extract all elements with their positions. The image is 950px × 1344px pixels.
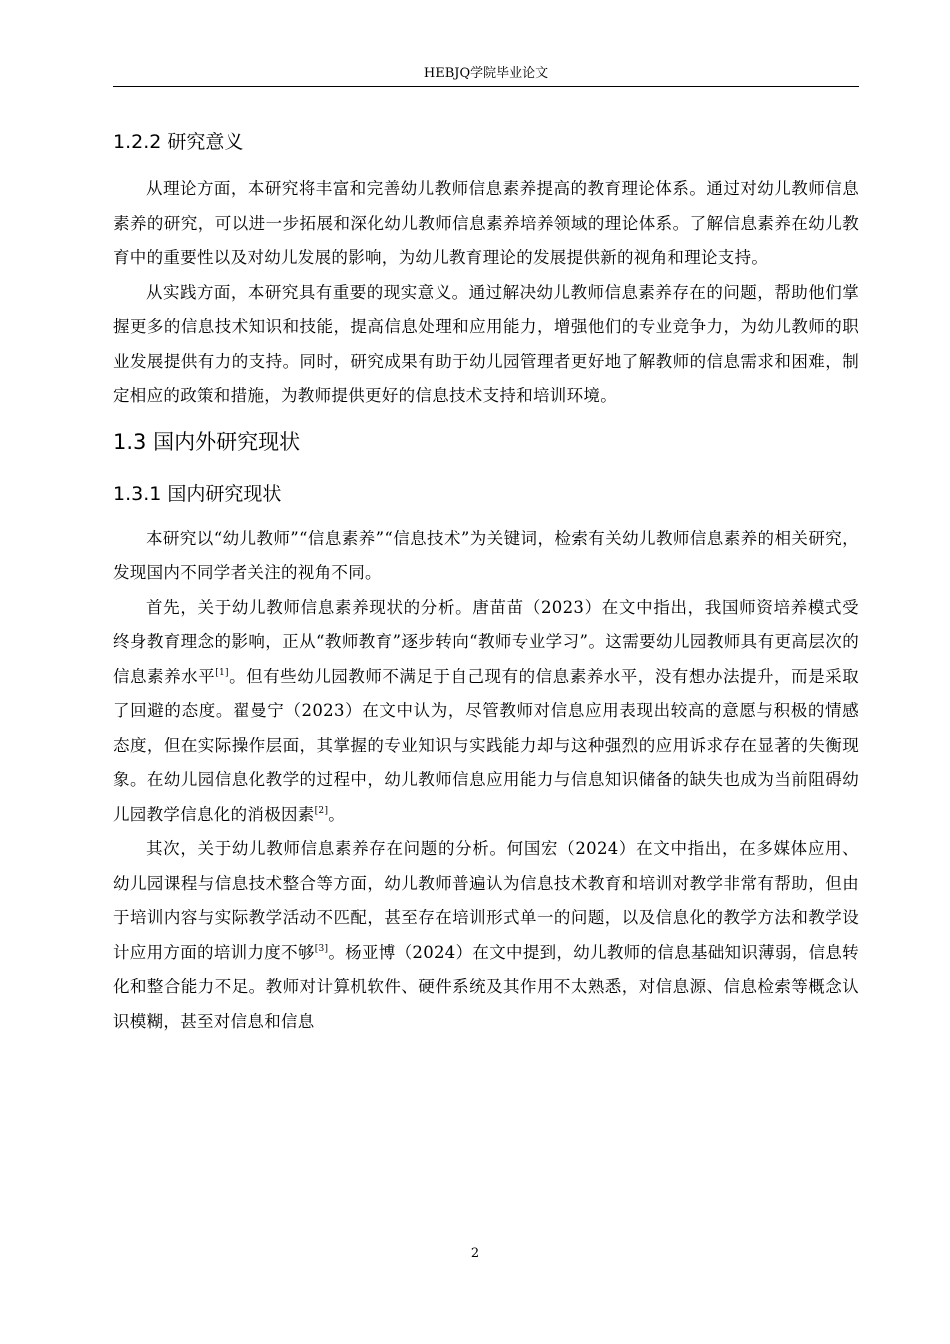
paragraph-status-analysis: [113, 591, 859, 833]
paragraph-practice: 从实践方面，本研究具有重要的现实意义。通过解决幼儿教师信息素养存在的问题，帮助他们掌握更多的信息技术知识和技能，提高信息处理和应用能力，增强他们的专业竞争力，为幼儿教师的职业发展提供有力的支持。同时，研究成果有助于幼儿园管理者更好地了解教师的信息需求和困难，制定相应的政策和措施，为教师提供更好的信息技术支持和培训环境。: [113, 282, 859, 405]
page-content: [113, 114, 859, 1039]
page-footer: [0, 1246, 950, 1261]
paragraph-problem-analysis: [113, 832, 859, 1039]
heading-1-3-1: 1.3.1 国内研究现状: [113, 482, 282, 505]
paragraph-text: 其次，关于幼儿教师信息素养存在问题的分析。何国宏（2024）在文中指出，在多媒体应用、幼儿园课程与信息技术整合等方面，幼儿教师普遍认为信息技术教育和培训对教学非常有帮助，但由于培训内容与实际教学活动不匹配，甚至存在培训形式单一的问题，以及信息化的教学方法和教学设计应用方面的培训力度不够: [113, 839, 859, 962]
paragraph-text: 。杨亚博（2024）在文中提到，幼儿教师的信息基础知识薄弱，信息转化和整合能力不足。教师对计算机软件、硬件系统及其作用不太熟悉，对信息源、信息检索等概念认识模糊，甚至对信息和信息: [113, 942, 859, 1031]
paragraph-text: 。但有些幼儿园教师不满足于自己现有的信息素养水平，没有想办法提升，而是采取了回避的态度。翟曼宁（2023）在文中认为，尽管教师对信息应用表现出较高的意愿与积极的情感态度，但在实际操作层面，其掌握的专业知识与实践能力却与这种强烈的应用诉求存在显著的失衡现象。在幼儿园信息化教学的过程中，幼儿教师信息应用能力与信息知识储备的缺失也成为当前阻碍幼儿园教学信息化的消极因素: [113, 666, 859, 824]
citation-ref-3: [3]: [314, 943, 329, 954]
heading-1-2-2: 1.2.2 研究意义: [113, 131, 244, 153]
paragraph-keywords: 本研究以“幼儿教师”“信息素养”“信息技术”为关键词，检索有关幼儿教师信息素养的相关研究，发现国内不同学者关注的视角不同。: [113, 528, 859, 582]
header-title: HEBJQ学院毕业论文: [423, 66, 549, 81]
paragraph-text: 。: [328, 804, 346, 824]
paragraph-text: 首先，关于幼儿教师信息素养现状的分析。唐苗苗（2023）在文中指出，我国师资培养模式受终身教育理念的影响，正从“教师教育”逐步转向“教师专业学习”。这需要幼儿园教师具有更高层次的信息素养水平: [113, 597, 859, 686]
paragraph-theory: 从理论方面，本研究将丰富和完善幼儿教师信息素养提高的教育理论体系。通过对幼儿教师信息素养的研究，可以进一步拓展和深化幼儿教师信息素养培养领域的理论体系。了解信息素养在幼儿教育中的重要性以及对幼儿发展的影响，为幼儿教育理论的发展提供新的视角和理论支持。: [113, 179, 859, 267]
page-number: 2: [470, 1246, 480, 1261]
heading-1-3: 1.3 国内外研究现状: [113, 429, 301, 454]
citation-ref-2: [2]: [314, 805, 329, 816]
page-header: [113, 66, 859, 87]
citation-ref-1: [1]: [215, 667, 229, 678]
